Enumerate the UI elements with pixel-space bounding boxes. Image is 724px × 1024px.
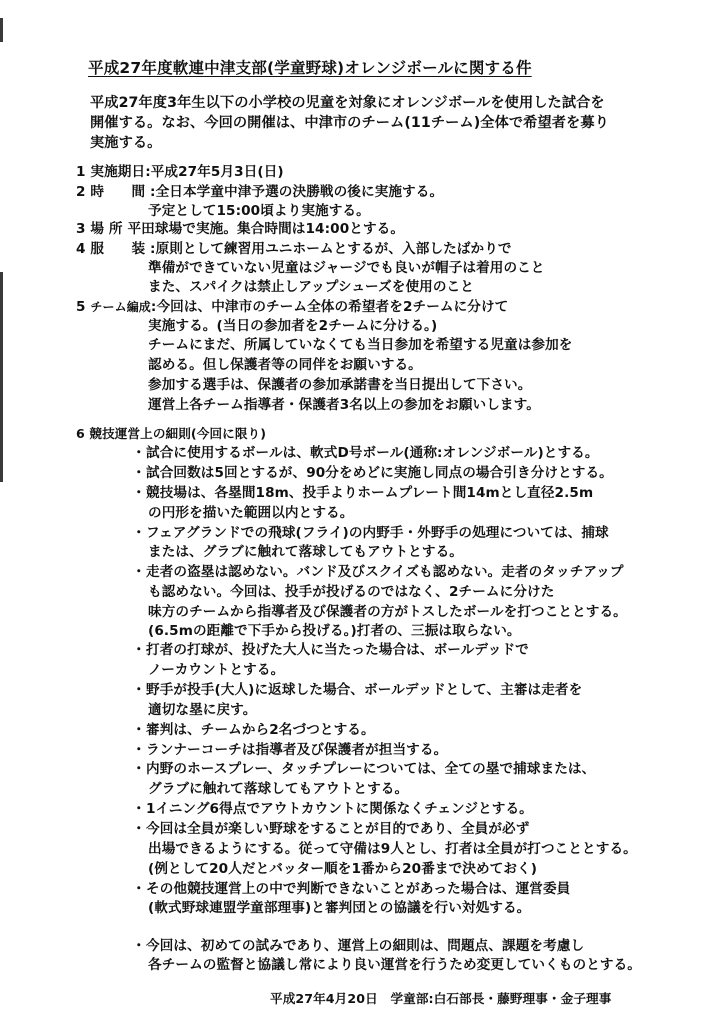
rule-continuation: (軟式野球連盟学童部理事)と審判団との協議を行い対処する。: [148, 900, 531, 916]
rule-item: [132, 524, 609, 542]
rule-item: [132, 484, 593, 502]
section-5: [76, 298, 508, 316]
rule-item: [132, 760, 595, 778]
rule-item: [132, 464, 613, 482]
intro-line-2: 開催する。なお、今回の開催は、中津市のチーム(11チーム)全体で希望者を募り: [90, 115, 609, 131]
rule-continuation: または、グラブに触れて落球してもアウトとする。: [148, 544, 463, 560]
section-number: 1: [76, 164, 86, 180]
rule-item: [132, 641, 529, 659]
section-text: :平成27年5月3日(日): [145, 164, 284, 180]
section-label: 服 装: [90, 241, 146, 257]
section-5-line-5: 参加する選手は、保護者の参加承諾書を当日提出して下さい。: [148, 377, 532, 393]
section-text: :全日本学童中津予選の決勝戦の後に実施する。: [150, 184, 444, 200]
rule-item: [132, 681, 582, 699]
section-5-line-3: チームにまだ、所属していなくても当日参加を希望する児童は参加を: [148, 337, 573, 353]
rule-continuation: 適切な塁に戻す。: [148, 702, 257, 718]
section-label: 時 間: [90, 184, 146, 200]
intro-line-1: 平成27年度3年生以下の小学校の児童を対象にオレンジボールを使用した試合を: [90, 95, 605, 111]
rule-text: 審判は、チームから2名づつとする。: [146, 722, 375, 738]
document-title: 平成27年度軟連中津支部(学童野球)オレンジボールに関する件: [88, 59, 532, 77]
section-label: 競技運営上の細則(今回に限り): [89, 426, 267, 441]
rule-text: 内野のホースプレー、タッチプレーについては、全ての塁で捕球または、: [146, 761, 596, 777]
rule-item: [132, 800, 533, 818]
section-number: 3: [76, 221, 86, 237]
final-note: [132, 937, 584, 955]
bullet: ・: [132, 801, 146, 817]
rule-text: 打者の打球が、投げた大人に当たった場合は、ボールデッドで: [146, 642, 529, 658]
section-number: 6: [76, 426, 85, 441]
rule-text: 競技場は、各塁間18m、投手よりホームプレート間14mとし直径2.5m: [146, 485, 594, 501]
section-label: 実施期日: [90, 164, 146, 180]
rule-continuation: 出場できるようにする。従って守備は9人とし、打者は全員が打つこととする。: [148, 841, 637, 857]
section-2: [76, 183, 443, 201]
rule-text: 1イニング6得点でアウトカウントに関係なくチェンジとする。: [146, 801, 533, 817]
rule-item: [132, 721, 375, 739]
section-2-line-2: 予定として15:00頃より実施する。: [148, 203, 370, 219]
rule-text: 試合に使用するボールは、軟式D号ボール(通称:オレンジボール)とする。: [146, 445, 599, 461]
bullet: ・: [132, 642, 146, 658]
rule-continuation: グラブに触れて落球してもアウトとする。: [148, 781, 409, 797]
final-note-continuation: 各チームの監督と協議し常により良い運営を行うため変更していくものとする。: [148, 957, 641, 973]
bullet: ・: [132, 465, 146, 481]
bullet: ・: [132, 525, 146, 541]
rule-item: [132, 880, 570, 898]
section-5-line-4: 認める。但し保護者等の同伴をお願いする。: [148, 357, 422, 373]
intro-line-3: 実施する。: [90, 135, 162, 151]
rule-continuation: の円形を描いた範囲以内とする。: [148, 505, 354, 521]
rule-item: [132, 563, 624, 581]
section-label: チーム編成: [90, 300, 151, 314]
bullet: ・: [132, 938, 146, 954]
bullet: ・: [132, 761, 146, 777]
section-label: 場 所: [90, 221, 123, 237]
bullet: ・: [132, 821, 146, 837]
section-number: 5: [76, 299, 86, 315]
rule-text: 今回は全員が楽しい野球をすることが目的であり、全員が必ず: [146, 821, 530, 837]
signature: 平成27年4月20日 学童部:白石部長・藤野理事・金子理事: [270, 991, 612, 1006]
rule-text: 試合回数は5回とするが、90分をめどに実施し同点の場合引き分けとする。: [146, 465, 613, 481]
rule-continuation: ノーカウントとする。: [148, 662, 285, 678]
rule-item: [132, 741, 447, 759]
rule-text: その他競技運営上の中で判断できないことがあった場合は、運営委員: [146, 881, 571, 897]
rule-continuation: (例として20人だとバッター順を1番から20番まで決めておく): [148, 861, 538, 877]
section-4-line-2: 準備ができていない児童はジャージでも良いが帽子は着用のこと: [148, 260, 545, 276]
final-note-text: 今回は、初めての試みであり、運営上の細則は、問題点、課題を考慮し: [146, 938, 585, 954]
section-4-line-3: また、スパイクは禁止しアップシューズを使用のこと: [148, 279, 474, 295]
rule-item: [132, 444, 599, 462]
section-number: 2: [76, 184, 86, 200]
section-3: [76, 220, 404, 238]
bullet: ・: [132, 722, 146, 738]
section-text: :原則として練習用ユニホームとするが、入部したばかりで: [150, 241, 512, 257]
bullet: ・: [132, 881, 146, 897]
rule-item: [132, 820, 529, 838]
rule-continuation: (6.5mの距離で下手から投げる。)打者の、三振は取らない。: [148, 623, 521, 639]
rule-text: 走者の盗塁は認めない。バンド及びスクイズも認めない。走者のタッチアップ: [146, 564, 624, 580]
bullet: ・: [132, 682, 146, 698]
rule-continuation: も認めない。今回は、投手が投げるのではなく、2チームに分けた: [148, 584, 555, 600]
section-1: [76, 163, 284, 181]
rule-text: ランナーコーチは指導者及び保護者が担当する。: [146, 742, 448, 758]
section-4: [76, 240, 512, 258]
bullet: ・: [132, 742, 146, 758]
section-5-line-6: 運営上各チーム指導者・保護者3名以上の参加をお願いします。: [148, 397, 540, 413]
section-number: 4: [76, 241, 86, 257]
section-6: [76, 425, 266, 443]
bullet: ・: [132, 485, 146, 501]
section-text: :今回は、中津市のチーム全体の希望者を2チームに分けて: [150, 299, 509, 315]
bullet: ・: [132, 445, 146, 461]
rule-continuation: 味方のチームから指導者及び保護者の方がトスしたボールを打つこととする。: [148, 604, 627, 620]
rule-text: フェアグランドでの飛球(フライ)の内野手・外野手の処理については、捕球: [146, 525, 609, 541]
rule-text: 野手が投手(大人)に返球した場合、ボールデッドとして、主審は走者を: [146, 682, 583, 698]
section-5-line-2: 実施する。(当日の参加者を2チームに分ける。): [148, 318, 438, 334]
section-text: 平田球場で実施。集合時間は14:00とする。: [127, 221, 405, 237]
bullet: ・: [132, 564, 146, 580]
